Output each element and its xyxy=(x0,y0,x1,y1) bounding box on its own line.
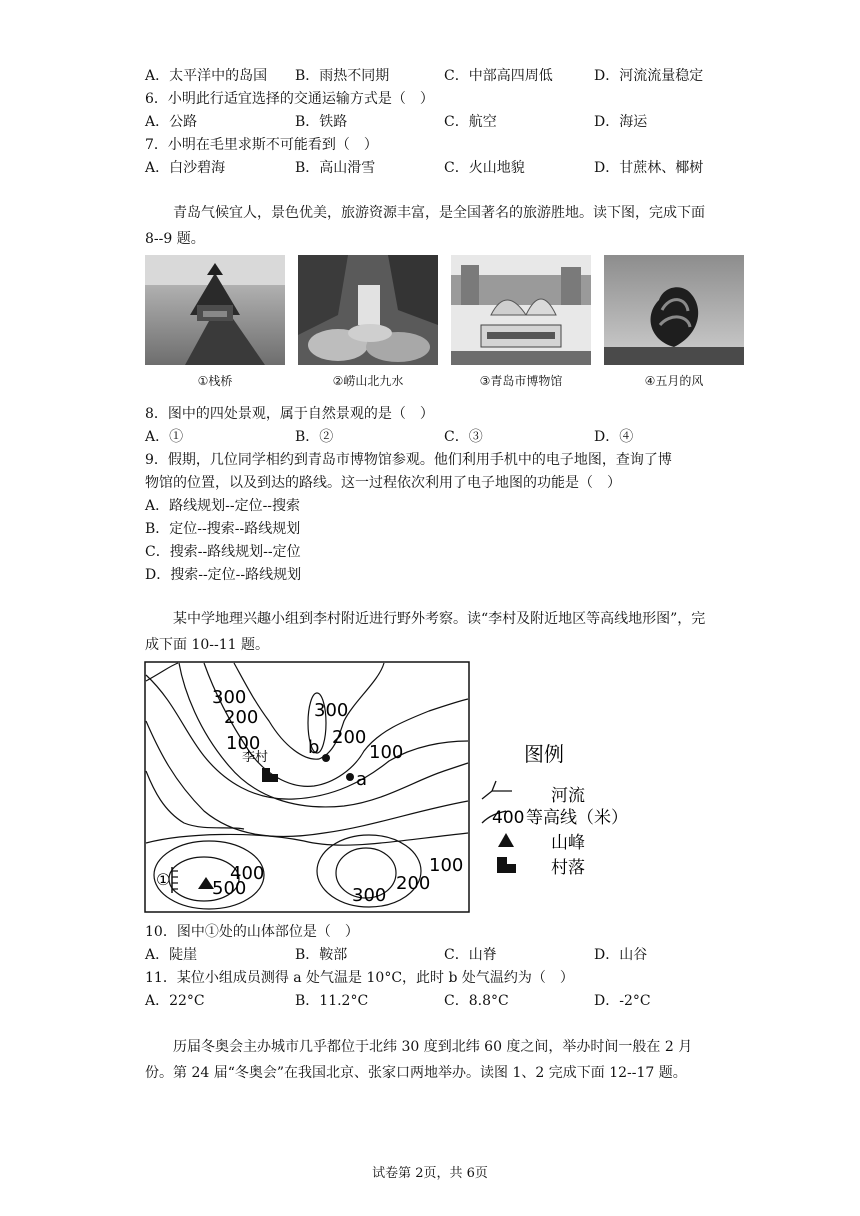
q11-option-d: D．-2°C xyxy=(594,993,651,1009)
photo-caption-1: ①栈桥 xyxy=(197,374,233,388)
waterfall-photo xyxy=(298,255,438,365)
q11-option-b: B．11.2°C xyxy=(295,993,369,1009)
q9-stem-line1: 9．假期，几位同学相约到青岛市博物馆参观。他们利用手机中的电子地图，查询了博 xyxy=(145,452,672,468)
contour-label: 200 xyxy=(224,707,259,728)
intro-10-11: 某中学地理兴趣小组到李村附近进行野外考察。读“李村及附近地区等高线地形图”，完成下面 10--11 题。 xyxy=(145,611,706,653)
q5-option-a: A．太平洋中的岛国 xyxy=(145,68,268,84)
intro-8-9: 青岛气候宜人，景色优美，旅游资源丰富，是全国著名的旅游胜地。读下图，完成下面 8--9 题。 xyxy=(145,205,705,247)
museum-photo xyxy=(451,255,591,365)
village-label: 李村 xyxy=(242,750,269,765)
q10-option-a: A．陡崖 xyxy=(145,947,198,963)
contour-line xyxy=(179,663,468,807)
legend-title: 图例 xyxy=(524,742,564,766)
q6-option-d: D．海运 xyxy=(594,114,648,130)
contour-label: 100 xyxy=(226,733,261,754)
legend-river-icon xyxy=(482,781,512,799)
q11-option-a: A．22°C xyxy=(145,993,205,1009)
q8-option-d: D．④ xyxy=(594,429,634,445)
q6-option-b: B．铁路 xyxy=(295,114,348,130)
q5-option-b: B．雨热不同期 xyxy=(295,68,390,84)
q6-option-a: A．公路 xyxy=(145,114,198,130)
q11-option-c: C．8.8°C xyxy=(444,993,509,1009)
legend-river-label: 河流 xyxy=(551,786,585,806)
q7-option-d: D．甘蔗林、椰树 xyxy=(594,160,704,176)
legend-contour-value: 400 xyxy=(492,808,525,828)
photo-caption-2: ②崂山北九水 xyxy=(332,374,404,388)
q8-option-a: A．① xyxy=(145,429,184,445)
intro-12-17: 历届冬奥会主办城市几乎都位于北纬 30 度到北纬 60 度之间，举办时间一般在 2 月份。第 24 届“冬奥会”在我国北京、张家口两地举办。读图 1、2 完成下面 12--17 题。 xyxy=(145,1039,693,1081)
q8-option-c: C．③ xyxy=(444,429,483,445)
q7-option-a: A．白沙碧海 xyxy=(145,160,226,176)
q9-stem-line2: 物馆的位置，以及到达的路线。这一过程依次利用了电子地图的功能是（ ） xyxy=(145,475,621,491)
q8-option-b: B．② xyxy=(295,429,334,445)
q9-option-c: C．搜索--路线规划--定位 xyxy=(145,544,301,560)
legend-village-icon xyxy=(497,857,516,873)
contour-label: 500 xyxy=(212,878,247,899)
point-a-label: a xyxy=(356,769,368,790)
q10-option-b: B．鞍部 xyxy=(295,947,348,963)
sculpture-photo xyxy=(604,255,744,365)
legend-peak-label: 山峰 xyxy=(551,833,585,853)
q10-option-c: C．山脊 xyxy=(444,947,497,963)
contour-label: 200 xyxy=(332,727,367,748)
point-a-dot xyxy=(346,773,354,781)
q9-option-b: B．定位--搜索--路线规划 xyxy=(145,521,301,537)
contour-label: 300 xyxy=(314,700,349,721)
contour-label: 400 xyxy=(230,863,265,884)
q10-stem: 10．图中①处的山体部位是（ ） xyxy=(145,924,359,940)
pier-photo xyxy=(145,255,285,365)
q11-stem: 11．某位小组成员测得 a 处气温是 10°C，此时 b 处气温约为（ ） xyxy=(145,970,574,986)
q9-option-a: A．路线规划--定位--搜索 xyxy=(145,498,301,514)
contour-label: 300 xyxy=(352,885,387,906)
q7-option-b: B．高山滑雪 xyxy=(295,160,376,176)
page-footer: 试卷第 2页，共 6页 xyxy=(372,1166,488,1181)
q5-option-c: C．中部高四周低 xyxy=(444,68,553,84)
q8-stem: 8．图中的四处景观，属于自然景观的是（ ） xyxy=(145,406,434,422)
q7-stem: 7．小明在毛里求斯不可能看到（ ） xyxy=(145,137,378,153)
q7-option-c: C．火山地貌 xyxy=(444,160,525,176)
contour-label: 100 xyxy=(369,742,404,763)
contour-label: 200 xyxy=(396,873,431,894)
legend-village-label: 村落 xyxy=(551,858,585,878)
village-symbol xyxy=(262,768,278,782)
photo-caption-4: ④五月的风 xyxy=(644,374,704,388)
contour-label: 100 xyxy=(429,855,464,876)
marker-1-label: ① xyxy=(156,870,171,889)
q5-option-d: D．河流流量稳定 xyxy=(594,68,704,84)
point-b-label: b xyxy=(308,737,320,758)
point-b-dot xyxy=(322,754,330,762)
contour-map xyxy=(144,661,644,913)
q9-option-d: D．搜索--定位--路线规划 xyxy=(145,567,302,583)
q6-option-c: C．航空 xyxy=(444,114,497,130)
q10-option-d: D．山谷 xyxy=(594,947,648,963)
legend-contour-label: 等高线（米） xyxy=(526,808,628,828)
legend-peak-icon xyxy=(498,833,514,847)
contour-label: 300 xyxy=(212,687,247,708)
photo-caption-3: ③青岛市博物馆 xyxy=(479,374,563,388)
q6-stem: 6．小明此行适宜选择的交通运输方式是（ ） xyxy=(145,91,434,107)
contour-line xyxy=(146,721,468,837)
